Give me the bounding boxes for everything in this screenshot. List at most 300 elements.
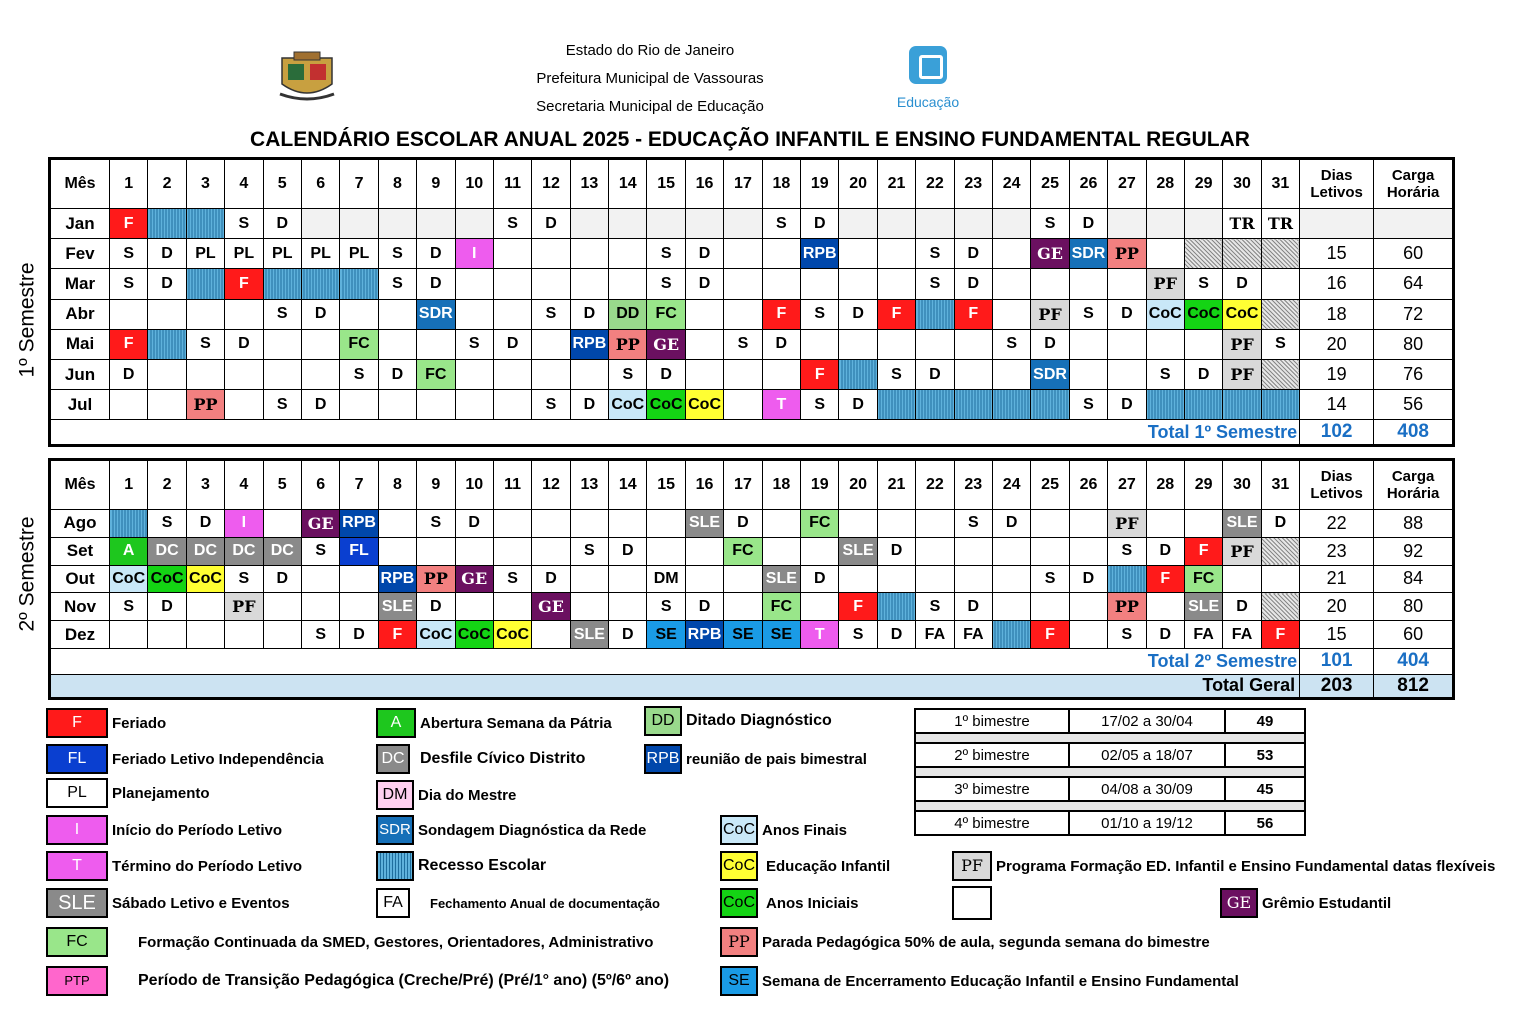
day-cell xyxy=(340,390,378,420)
day-cell-d: D xyxy=(954,593,992,621)
legend-sondagem: SDR Sondagem Diagnóstica da Rede xyxy=(376,815,646,845)
day-cell-d: D xyxy=(417,593,455,621)
day-cell-r xyxy=(110,510,148,538)
day-cell-f: F xyxy=(839,593,877,621)
day-cell xyxy=(954,359,992,389)
day-cell xyxy=(609,239,647,269)
day-cell-fa: FA xyxy=(916,621,954,649)
semester-total-row xyxy=(50,648,1454,674)
day-cell xyxy=(609,593,647,621)
day-cell-d: D xyxy=(609,537,647,565)
day-cell xyxy=(532,239,570,269)
header-day: 30 xyxy=(1223,460,1261,510)
day-cell xyxy=(417,209,455,239)
dias-letivos-value xyxy=(1300,209,1374,239)
day-cell-d: D xyxy=(685,269,723,299)
day-cell xyxy=(263,593,301,621)
day-cell xyxy=(724,565,762,593)
grand-total-dias: 203 xyxy=(1300,674,1374,698)
day-cell-s: S xyxy=(801,299,839,329)
day-cell xyxy=(724,299,762,329)
month-row-dez xyxy=(50,621,1454,649)
header-day: 28 xyxy=(1146,159,1184,209)
header-day: 8 xyxy=(378,460,416,510)
month-name: Fev xyxy=(50,239,110,269)
day-cell-s: S xyxy=(532,299,570,329)
header-day: 16 xyxy=(685,460,723,510)
header-row xyxy=(50,159,1454,209)
educacao-logo: Educação xyxy=(888,46,968,116)
carga-horaria-value: 84 xyxy=(1374,565,1454,593)
day-cell-coc: CoC xyxy=(647,390,685,420)
day-cell xyxy=(263,329,301,359)
day-cell-s: S xyxy=(762,209,800,239)
header-row xyxy=(50,460,1454,510)
day-cell xyxy=(762,359,800,389)
day-cell-s: S xyxy=(110,269,148,299)
legend-inicio: I Início do Período Letivo xyxy=(46,815,282,845)
day-cell-se: SE xyxy=(724,621,762,649)
day-cell xyxy=(532,510,570,538)
carga-horaria-value: 76 xyxy=(1374,359,1454,389)
bimester-table xyxy=(914,708,1306,836)
header-day: 7 xyxy=(340,460,378,510)
day-cell-s: S xyxy=(301,537,339,565)
day-cell xyxy=(685,537,723,565)
day-cell-ge: GE xyxy=(455,565,493,593)
day-cell xyxy=(762,510,800,538)
header-day: 1 xyxy=(110,159,148,209)
day-cell-rpb: RPB xyxy=(340,510,378,538)
day-cell xyxy=(916,209,954,239)
header-dias-letivos: Dias Letivos xyxy=(1300,159,1374,209)
day-cell-pp: PP xyxy=(417,565,455,593)
header-month: Mês xyxy=(50,159,110,209)
day-cell-s: S xyxy=(225,209,263,239)
day-cell xyxy=(762,239,800,269)
header-day: 21 xyxy=(877,460,915,510)
day-cell-r xyxy=(1146,390,1184,420)
day-cell xyxy=(839,209,877,239)
semester1-label: 1º Semestre xyxy=(15,262,39,378)
day-cell-t: T xyxy=(801,621,839,649)
day-cell xyxy=(839,269,877,299)
day-cell-d: D xyxy=(1108,299,1146,329)
header-day: 20 xyxy=(839,460,877,510)
day-cell-rpb: RPB xyxy=(570,329,608,359)
day-cell-coc: CoC xyxy=(186,565,224,593)
header-day: 26 xyxy=(1069,159,1107,209)
day-cell-d: D xyxy=(1069,209,1107,239)
day-cell-pp: PP xyxy=(1108,239,1146,269)
day-cell xyxy=(340,565,378,593)
header-day: 17 xyxy=(724,460,762,510)
day-cell-d: D xyxy=(263,209,301,239)
day-cell xyxy=(1069,593,1107,621)
day-cell-s: S xyxy=(1184,269,1222,299)
day-cell-d: D xyxy=(839,390,877,420)
header-day: 24 xyxy=(992,159,1030,209)
day-cell-s: S xyxy=(110,239,148,269)
day-cell-r xyxy=(301,269,339,299)
day-cell xyxy=(532,329,570,359)
day-cell-r xyxy=(992,621,1030,649)
day-cell-g xyxy=(1184,239,1222,269)
legend-reuniao-pais: RPB reunião de pais bimestral xyxy=(644,744,867,774)
day-cell-pf: PF xyxy=(1146,269,1184,299)
day-cell xyxy=(877,269,915,299)
header-dias-letivos: Dias Letivos xyxy=(1300,460,1374,510)
day-cell-d: D xyxy=(877,621,915,649)
day-cell-d: D xyxy=(417,239,455,269)
header-day: 11 xyxy=(493,159,531,209)
day-cell xyxy=(110,390,148,420)
day-cell xyxy=(992,269,1030,299)
day-cell-sle: SLE xyxy=(1184,593,1222,621)
day-cell xyxy=(877,510,915,538)
day-cell-d: D xyxy=(1223,269,1261,299)
day-cell xyxy=(609,209,647,239)
day-cell-s: S xyxy=(263,390,301,420)
day-cell-d: D xyxy=(263,565,301,593)
day-cell xyxy=(916,537,954,565)
day-cell-r xyxy=(263,269,301,299)
day-cell-s: S xyxy=(455,329,493,359)
day-cell-pl: PL xyxy=(301,239,339,269)
day-cell-fc: FC xyxy=(801,510,839,538)
day-cell xyxy=(609,269,647,299)
header-day: 30 xyxy=(1223,159,1261,209)
day-cell xyxy=(1184,329,1222,359)
day-cell xyxy=(609,565,647,593)
header-day: 28 xyxy=(1146,460,1184,510)
day-cell xyxy=(954,565,992,593)
day-cell-ge: GE xyxy=(301,510,339,538)
day-cell xyxy=(1146,209,1184,239)
day-cell xyxy=(148,621,186,649)
day-cell-s: S xyxy=(378,239,416,269)
semester-total-carga: 404 xyxy=(1374,648,1454,674)
day-cell xyxy=(340,209,378,239)
day-cell-sdr: SDR xyxy=(417,299,455,329)
day-cell xyxy=(378,390,416,420)
carga-horaria-value: 80 xyxy=(1374,593,1454,621)
bimester-row: 3º bimestre 04/08 a 30/09 45 xyxy=(915,777,1305,801)
day-cell-dc: DC xyxy=(186,537,224,565)
day-cell xyxy=(148,359,186,389)
bimester-row: 1º bimestre 17/02 a 30/04 49 xyxy=(915,709,1305,733)
day-cell-s: S xyxy=(801,390,839,420)
day-cell xyxy=(1069,329,1107,359)
header-day: 23 xyxy=(954,159,992,209)
day-cell xyxy=(1184,209,1222,239)
day-cell xyxy=(455,269,493,299)
day-cell xyxy=(455,390,493,420)
day-cell xyxy=(954,209,992,239)
legend-anos-iniciais: CoC Anos Iniciais xyxy=(720,888,859,918)
day-cell-s: S xyxy=(493,565,531,593)
day-cell-s: S xyxy=(225,565,263,593)
day-cell xyxy=(839,329,877,359)
day-cell-d: D xyxy=(378,359,416,389)
header-day: 26 xyxy=(1069,460,1107,510)
day-cell-rpb: RPB xyxy=(801,239,839,269)
day-cell xyxy=(225,299,263,329)
day-cell-fa: FA xyxy=(1184,621,1222,649)
day-cell-s: S xyxy=(1069,299,1107,329)
day-cell xyxy=(532,621,570,649)
day-cell-r xyxy=(1184,390,1222,420)
header-day: 14 xyxy=(609,159,647,209)
grand-total-row xyxy=(50,674,1454,698)
day-cell xyxy=(839,239,877,269)
day-cell-d: D xyxy=(685,593,723,621)
day-cell xyxy=(493,239,531,269)
header-day: 25 xyxy=(1031,159,1069,209)
day-cell-coc: CoC xyxy=(148,565,186,593)
bimester-row: 2º bimestre 02/05 a 18/07 53 xyxy=(915,743,1305,767)
header-day: 9 xyxy=(417,159,455,209)
day-cell-rpb: RPB xyxy=(378,565,416,593)
day-cell-s: S xyxy=(532,390,570,420)
day-cell xyxy=(493,359,531,389)
day-cell xyxy=(724,593,762,621)
day-cell-d: D xyxy=(532,209,570,239)
day-cell-s: S xyxy=(110,593,148,621)
day-cell-d: D xyxy=(493,329,531,359)
day-cell-d: D xyxy=(110,359,148,389)
day-cell xyxy=(992,565,1030,593)
day-cell xyxy=(992,239,1030,269)
day-cell xyxy=(455,359,493,389)
day-cell xyxy=(1031,593,1069,621)
day-cell-d: D xyxy=(609,621,647,649)
day-cell-d: D xyxy=(1031,329,1069,359)
day-cell xyxy=(877,565,915,593)
day-cell xyxy=(570,359,608,389)
header-day: 21 xyxy=(877,159,915,209)
dias-letivos-value: 15 xyxy=(1300,239,1374,269)
day-cell xyxy=(685,299,723,329)
day-cell-r xyxy=(1108,565,1146,593)
day-cell xyxy=(1261,565,1299,593)
month-row-out xyxy=(50,565,1454,593)
day-cell-d: D xyxy=(916,359,954,389)
day-cell xyxy=(1108,329,1146,359)
day-cell-g xyxy=(1261,239,1299,269)
day-cell-dd: DD xyxy=(609,299,647,329)
day-cell-s: S xyxy=(301,621,339,649)
day-cell-pf: PF xyxy=(1223,329,1261,359)
day-cell xyxy=(724,239,762,269)
day-cell-d: D xyxy=(954,239,992,269)
day-cell xyxy=(570,510,608,538)
carga-horaria-value: 60 xyxy=(1374,239,1454,269)
day-cell xyxy=(1108,269,1146,299)
day-cell xyxy=(417,537,455,565)
header-day: 25 xyxy=(1031,460,1069,510)
legend-dia-mestre: DM Dia do Mestre xyxy=(376,780,516,810)
day-cell xyxy=(301,329,339,359)
day-cell-r xyxy=(1223,390,1261,420)
header-day: 27 xyxy=(1108,460,1146,510)
month-row-jan xyxy=(50,209,1454,239)
header-day: 18 xyxy=(762,159,800,209)
day-cell-s: S xyxy=(647,239,685,269)
day-cell-s: S xyxy=(1031,565,1069,593)
day-cell-s: S xyxy=(417,510,455,538)
legend-feriado: F Feriado xyxy=(46,708,166,738)
semester-total-row xyxy=(50,420,1454,446)
day-cell xyxy=(954,537,992,565)
day-cell xyxy=(916,329,954,359)
day-cell-dc: DC xyxy=(225,537,263,565)
month-name: Jul xyxy=(50,390,110,420)
day-cell xyxy=(1223,565,1261,593)
day-cell-d: D xyxy=(839,299,877,329)
day-cell xyxy=(685,329,723,359)
day-cell-coc: CoC xyxy=(1184,299,1222,329)
day-cell-s: S xyxy=(954,510,992,538)
header-day: 22 xyxy=(916,460,954,510)
day-cell-fc: FC xyxy=(724,537,762,565)
header-day: 5 xyxy=(263,159,301,209)
header-day: 2 xyxy=(148,159,186,209)
day-cell xyxy=(493,537,531,565)
carga-horaria-value: 64 xyxy=(1374,269,1454,299)
day-cell xyxy=(1146,329,1184,359)
month-name: Mai xyxy=(50,329,110,359)
header-day: 10 xyxy=(455,460,493,510)
day-cell-s: S xyxy=(378,269,416,299)
legend-gremio: GE Grêmio Estudantil xyxy=(1220,888,1391,918)
day-cell xyxy=(455,593,493,621)
day-cell xyxy=(186,299,224,329)
day-cell-a: A xyxy=(110,537,148,565)
semester-total-dias: 102 xyxy=(1300,420,1374,446)
day-cell-t: T xyxy=(762,390,800,420)
header-day: 22 xyxy=(916,159,954,209)
day-cell-r xyxy=(148,329,186,359)
day-cell-se: SE xyxy=(647,621,685,649)
day-cell-sle: SLE xyxy=(839,537,877,565)
header-day: 6 xyxy=(301,460,339,510)
day-cell-r xyxy=(839,359,877,389)
header-day: 12 xyxy=(532,159,570,209)
day-cell-d: D xyxy=(570,299,608,329)
header-day: 8 xyxy=(378,159,416,209)
day-cell xyxy=(1069,510,1107,538)
legend-educacao-infantil: CoC Educação Infantil xyxy=(720,851,890,881)
day-cell-s: S xyxy=(609,359,647,389)
day-cell-f: F xyxy=(110,209,148,239)
dias-letivos-value: 20 xyxy=(1300,593,1374,621)
month-name: Set xyxy=(50,537,110,565)
header-carga-horaria: Carga Horária xyxy=(1374,159,1454,209)
day-cell xyxy=(801,593,839,621)
calendar-semester2 xyxy=(48,458,1455,700)
day-cell-f: F xyxy=(801,359,839,389)
day-cell-sdr: SDR xyxy=(1031,359,1069,389)
day-cell-pf: PF xyxy=(1223,359,1261,389)
day-cell xyxy=(801,537,839,565)
day-cell-r xyxy=(916,299,954,329)
day-cell-r xyxy=(340,269,378,299)
legend-sabado-letivo: SLE Sábado Letivo e Eventos xyxy=(46,888,290,918)
legend-termino: T Término do Período Letivo xyxy=(46,851,302,881)
day-cell xyxy=(186,359,224,389)
legend-blank xyxy=(952,886,996,920)
header-day: 12 xyxy=(532,460,570,510)
header-day: 1 xyxy=(110,460,148,510)
day-cell xyxy=(954,329,992,359)
day-cell-s: S xyxy=(263,299,301,329)
day-cell-r xyxy=(186,269,224,299)
day-cell-pp: PP xyxy=(609,329,647,359)
day-cell xyxy=(647,510,685,538)
header-day: 4 xyxy=(225,460,263,510)
legend-formacao-continuada: FC Formação Continuada da SMED, Gestores, Orientadores, Administrativo xyxy=(46,927,653,957)
day-cell-fc: FC xyxy=(762,593,800,621)
day-cell-r xyxy=(148,209,186,239)
day-cell-r xyxy=(992,390,1030,420)
day-cell-g xyxy=(1261,593,1299,621)
day-cell-sdr: SDR xyxy=(1069,239,1107,269)
day-cell-d: D xyxy=(186,510,224,538)
day-cell-d: D xyxy=(301,299,339,329)
day-cell-d: D xyxy=(801,209,839,239)
day-cell-dm: DM xyxy=(647,565,685,593)
calendar-semester1 xyxy=(48,157,1455,447)
header-day: 31 xyxy=(1261,460,1299,510)
semester-total-label: Total 1º Semestre xyxy=(50,420,1300,446)
day-cell xyxy=(225,359,263,389)
day-cell-pl: PL xyxy=(186,239,224,269)
page-title: CALENDÁRIO ESCOLAR ANUAL 2025 - EDUCAÇÃO INFANTIL E ENSINO FUNDAMENTAL REGULAR xyxy=(250,128,1250,151)
day-cell xyxy=(570,209,608,239)
header-day: 2 xyxy=(148,460,186,510)
day-cell xyxy=(762,269,800,299)
carga-horaria-value: 56 xyxy=(1374,390,1454,420)
month-name: Abr xyxy=(50,299,110,329)
day-cell-d: D xyxy=(762,329,800,359)
day-cell xyxy=(1146,510,1184,538)
day-cell xyxy=(570,565,608,593)
day-cell-f: F xyxy=(954,299,992,329)
header-day: 19 xyxy=(801,159,839,209)
header-day: 14 xyxy=(609,460,647,510)
day-cell-d: D xyxy=(340,621,378,649)
day-cell xyxy=(647,209,685,239)
day-cell-pf: PF xyxy=(225,593,263,621)
dias-letivos-value: 16 xyxy=(1300,269,1374,299)
day-cell xyxy=(801,269,839,299)
vassouras-crest-logo xyxy=(274,50,340,106)
day-cell-i: I xyxy=(225,510,263,538)
month-name: Nov xyxy=(50,593,110,621)
header-day: 24 xyxy=(992,460,1030,510)
day-cell-coc: CoC xyxy=(609,390,647,420)
day-cell xyxy=(493,390,531,420)
day-cell-s: S xyxy=(916,593,954,621)
day-cell-sle: SLE xyxy=(762,565,800,593)
day-cell xyxy=(378,209,416,239)
day-cell-d: D xyxy=(532,565,570,593)
day-cell-d: D xyxy=(148,269,186,299)
dias-letivos-value: 15 xyxy=(1300,621,1374,649)
day-cell xyxy=(685,359,723,389)
grand-total-carga: 812 xyxy=(1374,674,1454,698)
